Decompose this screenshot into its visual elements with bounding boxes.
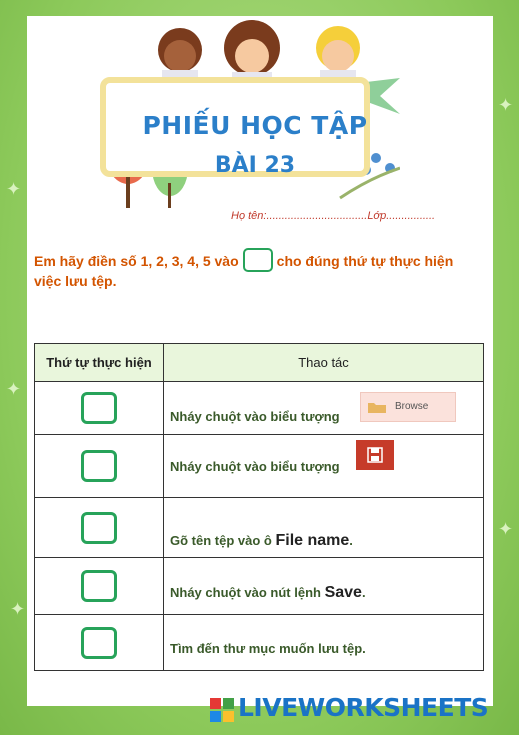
action-text: Gõ tên tệp vào ô File name.	[170, 532, 353, 549]
order-cell	[35, 435, 164, 498]
save-disk-icon	[356, 440, 394, 470]
liveworksheets-logo-icon	[210, 698, 236, 724]
action-text: Tìm đến thư mục muốn lưu tệp.	[170, 641, 366, 656]
table-row	[35, 615, 484, 671]
steps-table	[34, 343, 484, 671]
action-cell	[164, 498, 484, 558]
sparkle-icon: ✦	[10, 599, 26, 619]
field-name-label: File name	[275, 532, 350, 549]
header-order: Thứ tự thực hiện	[35, 344, 164, 382]
instruction-text	[34, 248, 479, 291]
action-cell	[164, 615, 484, 671]
table-header-row	[35, 344, 484, 382]
table-row	[35, 558, 484, 615]
liveworksheets-watermark: LIVEWORKSHEETS	[238, 693, 489, 722]
answer-box[interactable]	[81, 512, 117, 544]
header-action: Thao tác	[164, 344, 484, 382]
order-cell	[35, 615, 164, 671]
action-text: Nháy chuột vào biểu tượng	[170, 409, 340, 424]
order-cell	[35, 498, 164, 558]
sparkle-icon: ✦	[6, 179, 22, 199]
order-cell	[35, 382, 164, 435]
sparkle-icon: ✦	[6, 379, 22, 399]
table-row	[35, 435, 484, 498]
lesson-title: BÀI 23	[214, 153, 296, 178]
sparkle-icon: ✦	[498, 95, 514, 115]
action-cell	[164, 558, 484, 615]
table-row	[35, 498, 484, 558]
answer-box[interactable]	[81, 570, 117, 602]
answer-box[interactable]	[81, 450, 117, 482]
browse-button-icon	[360, 392, 456, 422]
action-text: Nháy chuột vào biểu tượng	[170, 459, 340, 474]
answer-box[interactable]	[81, 392, 117, 424]
answer-box[interactable]	[81, 627, 117, 659]
instruction-part2: cho đúng thứ tự thực hiện việc lưu tệp.	[34, 253, 454, 289]
action-text: Nháy chuột vào nút lệnh Save.	[170, 584, 366, 601]
sample-box-icon	[243, 248, 273, 272]
action-cell	[164, 382, 484, 435]
order-cell	[35, 558, 164, 615]
table-row	[35, 382, 484, 435]
save-command-label: Save	[324, 584, 362, 601]
action-cell	[164, 435, 484, 498]
instruction-part1: Em hãy điền số 1, 2, 3, 4, 5 vào	[34, 253, 239, 269]
browse-label: Browse	[395, 401, 429, 412]
name-class-line: Họ tên:.................................Lớp................	[231, 210, 436, 222]
sparkle-icon: ✦	[498, 519, 514, 539]
worksheet-title: PHIẾU HỌC TẬP	[142, 111, 368, 140]
